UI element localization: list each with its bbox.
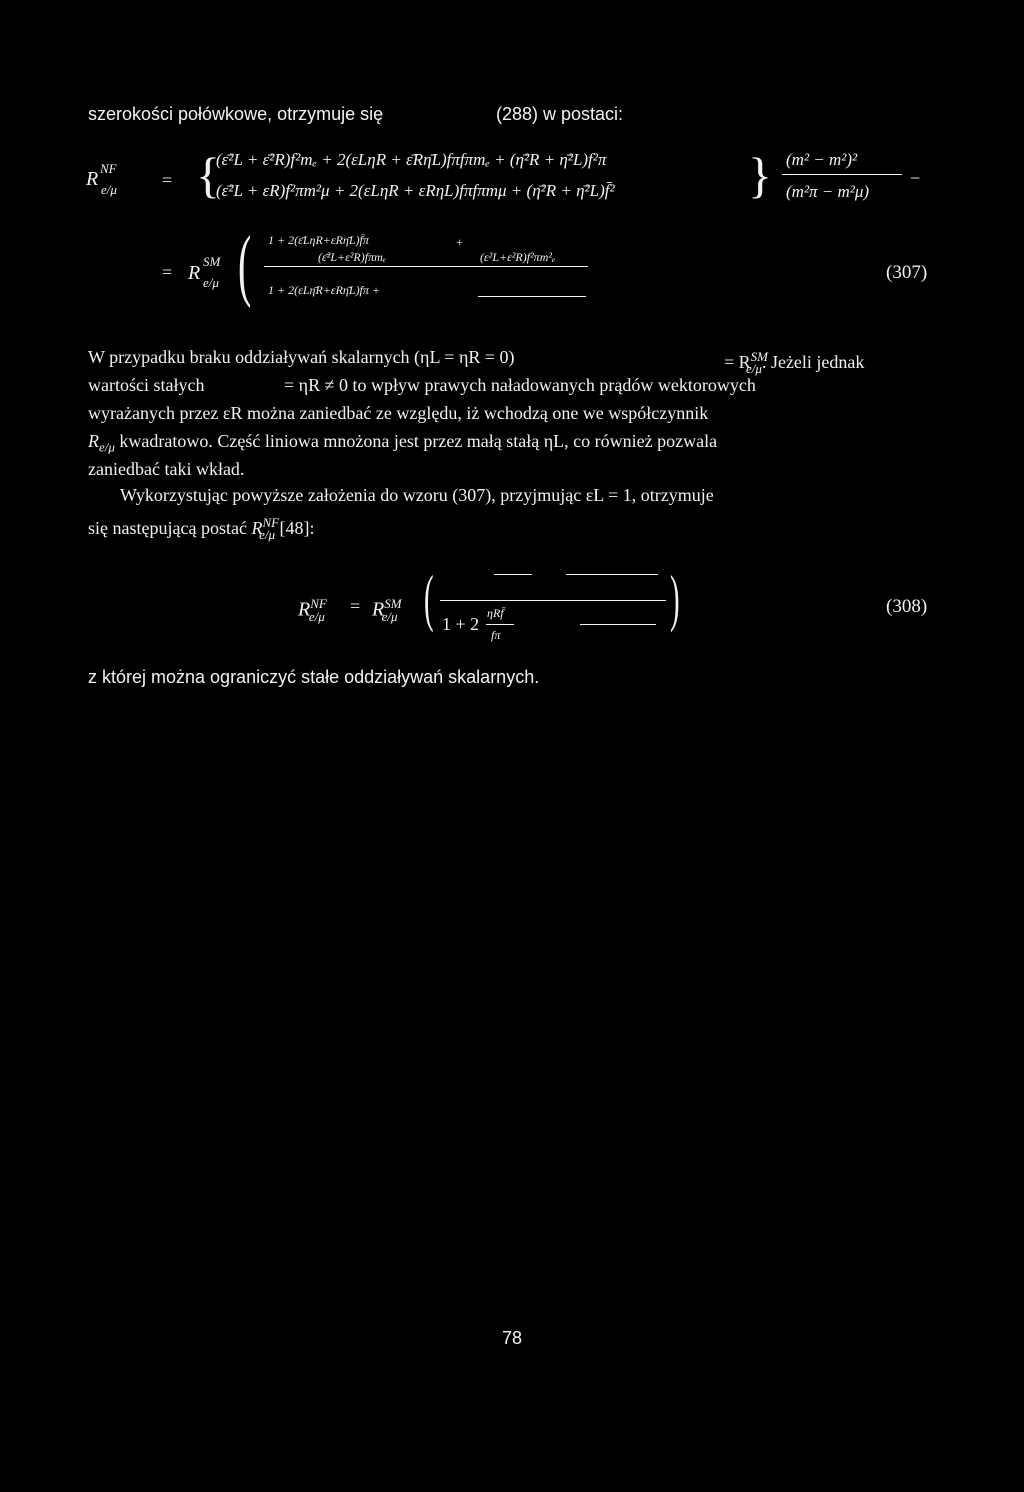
eq307-row2-b: (ε̄²L+ε²R)fπmₑ (318, 250, 386, 264)
eq307-right-den: (m²π − m²μ) (786, 182, 870, 201)
para2-line1: Wykorzystując powyższe założenia do wzoru (307), przyjmując εL = 1, otrzymuje (120, 485, 714, 505)
eq308-rhs: $R℠_{e/\mu}$ (372, 596, 402, 624)
para1-l2-a: wartości stałych (88, 375, 205, 395)
eq308-left-paren: ( (424, 562, 434, 633)
eq308-den-frac-num: ηRf̄ (487, 606, 504, 620)
eq307-row2-main-line (264, 266, 588, 267)
eq307-number: (307) (886, 262, 928, 283)
eq308-den-a: 1 + 2 (442, 614, 480, 634)
para2-line2: się następującą postać $R^{NF}_{e/\mu}$ [48]: (88, 515, 315, 542)
left-brace: { (196, 147, 220, 203)
para1-line3: wyrażanych przez εR można zaniedbać ze względu, iż wchodzą one we współczynnik (88, 403, 709, 423)
eq307-lhs-sub: e/μ (101, 182, 117, 197)
eq308-den-frac-line (486, 624, 514, 625)
intro-right: (288) w postaci: (496, 104, 624, 124)
eq307-row2-a: 1 + 2(ε̄LηR+εRη̄L)f̄π (268, 233, 369, 247)
eq307-right-fraction-line (782, 174, 902, 175)
eq308-den-frac-den: fπ (491, 628, 501, 642)
eq307-row2-sub: e/μ (203, 275, 219, 290)
eq307-row2-c: (ε²L+ε²R)f²πm²ₑ (480, 250, 556, 264)
para1-line4: $R_{e/\mu}$ kwadratowo. Część liniowa mnożona jest przez małą stałą ηL, co również pozwala (88, 431, 718, 455)
eq307-tail-minus: − (910, 168, 921, 188)
eq308-den-dash (580, 624, 656, 625)
para1-l1-rsm: = $R℠_{e/\mu}$. Jeżeli jednak (724, 349, 865, 376)
page-number: 78 (502, 1328, 523, 1348)
intro-left: szerokości połówkowe, otrzymuje się (88, 104, 384, 124)
eq308-top-dash-2 (566, 574, 658, 575)
eq307-row2-sup: SM (203, 254, 221, 269)
eq307-row1-den: (ε̄²L + εR)f²πm²μ + 2(εLηR + εRηL)fπfπmμ + (η̄²R + η̄²L)f̄² (216, 181, 615, 200)
eq307-row2-plus: + (456, 235, 463, 249)
para1-line1 (88, 345, 938, 376)
eq307-right-num: (m² − m²)² (786, 150, 858, 169)
para1-l1-a: W przypadku braku oddziaływań skalarnych (ηL = ηR = 0) (88, 347, 515, 367)
para1-line2 (88, 373, 938, 397)
eq308-main-fraction-line (440, 600, 666, 601)
eq307-lhs (86, 168, 98, 191)
eq307-row2-underline (478, 296, 586, 297)
eq307-row2-d: 1 + 2(εLη̄R+εRη̄L)fπ + (268, 283, 381, 297)
right-brace: } (748, 147, 772, 203)
eq308-lhs: $R^{NF}_{e/\mu}$ (298, 596, 327, 624)
eq307-row2-equals: = (162, 262, 173, 282)
closing-sentence: z której można ograniczyć stałe oddziaływań skalarnych. (88, 667, 540, 687)
eq307-left-paren: ( (238, 221, 252, 309)
eq308-number: (308) (886, 596, 928, 617)
eq307-row2-symbol: R (188, 262, 201, 284)
eq307-lhs-sup: NF (100, 161, 117, 176)
eq308-right-paren: ) (670, 562, 680, 633)
eq308-equals: = (350, 596, 361, 616)
eq307-row1-num: (ε̄²L + ε̄²R)f²mₑ + 2(εLηR + ε̄Rη̄L)fπfπmₑ + (η̄²R + η̄²L)f²π (216, 150, 607, 169)
para1-line5: zaniedbać taki wkład. (88, 459, 245, 479)
eq307-equals: = (162, 170, 173, 190)
eq307-lhs-symbol: R (86, 168, 99, 190)
eq308-top-dash-1 (494, 574, 532, 575)
para1-l2-b: = ηR ≠ 0 to wpływ prawych naładowanych prądów wektorowych (284, 375, 756, 395)
